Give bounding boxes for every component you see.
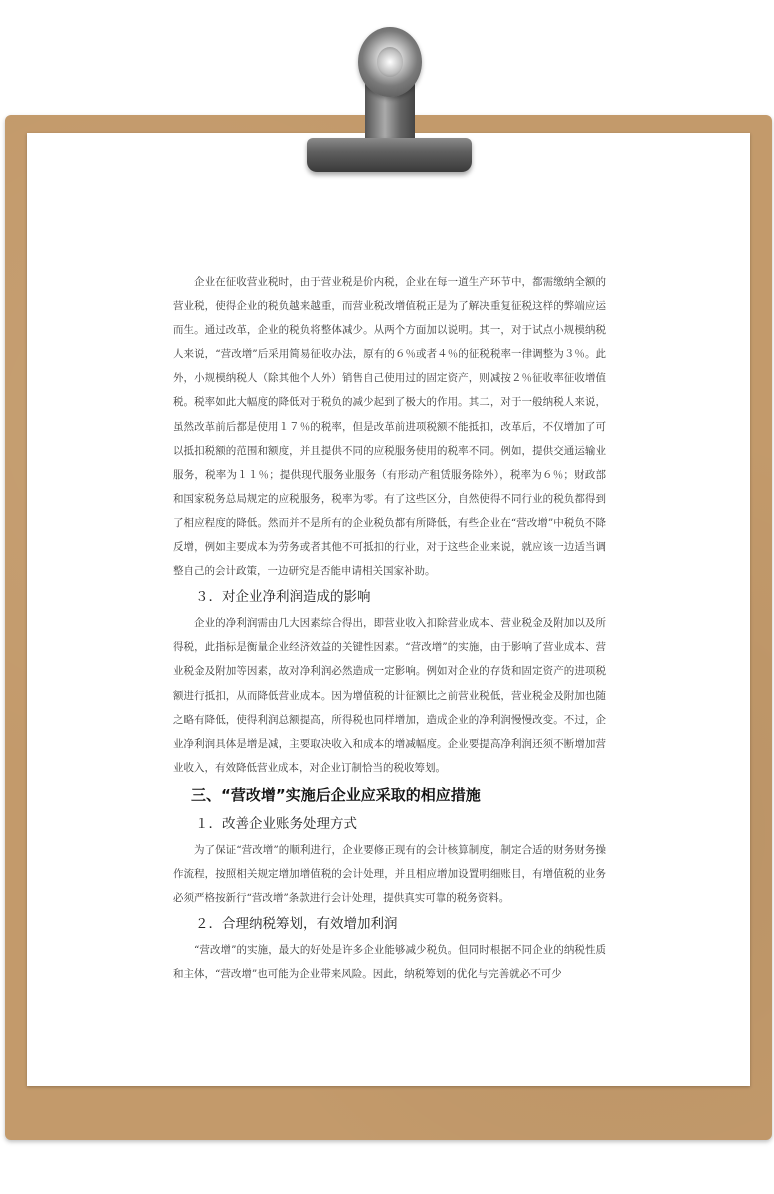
subheading-net-profit: ３．对企业净利润造成的影响 [195,589,371,606]
paragraph-tax-burden: 企业在征收营业税时，由于营业税是价内税，企业在每一道生产环节中，都需缴纳全额的营业税，使得企业的税负越来越重，而营业税改增值税正是为了解决重复征税这样的弊端应运而生。通过改革，企业的税负将整体减少。从两个方面加以说明。其一，对于试点小规模纳税人来说，“营改增”后采用简易征收办法，原有的６％或者４％的征税税率一律调整为３％。此外，小规模纳税人（除其他个人外）销售自己使用过的固定资产，则减按２％征收率征收增值税。税率如此大幅度的降低对于税负的减少起到了极大的作用。其二，对于一般纳税人来说，虽然改革前后都是使用１７％的税率，但是改革前进项税额不能抵扣，改革后，不仅增加了可以抵扣税额的范围和额度，并且提供不同的应税服务使用的税率不同。例如，提供交通运输业服务，税率为１１％；提供现代服务业服务（有形动产租赁服务除外），税率为６％；财政部和国家税务总局规定的应税服务，税率为零。有了这些区分，自然使得不同行业的税负都得到了相应程度的降低。然而并不是所有的企业税负都有所降低，有些企业在“营改增”中税负不降反增，例如主要成本为劳务或者其他不可抵扣的行业，对于这些企业来说，就应该一边适当调整自己的会计政策，一边研究是否能申请相关国家补助。 [173,276,606,578]
paragraph-accounting: 为了保证“营改增”的顺利进行，企业要修正现有的会计核算制度，制定合适的财务财务操作流程，按照相关规定增加增值税的会计处理，并且相应增加设置明细账目，有增值税的业务必须严格按新行“营改增”条款进行会计处理，提供真实可靠的税务资料。 [173,843,606,905]
binder-clip-base [307,138,472,172]
binder-clip-hole [377,47,403,77]
paragraph-tax-planning: “营改增”的实施，最大的好处是许多企业能够减少税负。但同时根据不同企业的纳税性质和主体，“营改增”也可能为企业带来风险。因此，纳税筹划的优化与完善就必不可少 [173,944,606,981]
paragraph-net-profit: 企业的净利润需由几大因素综合得出，即营业收入扣除营业成本、营业税金及附加以及所得税，此指标是衡量企业经济效益的关键性因素。“营改增”的实施，由于影响了营业成本、营业税金及附加等因素，故对净利润必然造成一定影响。例如对企业的存货和固定资产的进项税额进行抵扣，从而降低营业成本。因为增值税的计征额比之前营业税低，营业税金及附加也随之略有降低，使得利润总额提高，所得税也同样增加，造成企业的净利润慢慢改变。不过，企业净利润具体是增是减，主要取决收入和成本的增减幅度。企业要提高净利润还须不断增加营业收入，有效降低营业成本，对企业订制恰当的税收筹划。 [173,617,606,774]
subheading-accounting: １．改善企业账务处理方式 [195,815,357,832]
subheading-tax-planning: ２．合理纳税筹划，有效增加利润 [195,916,398,933]
document-body [173,270,606,986]
section-heading-measures: 三、“营改增”实施后企业应采取的相应措施 [191,785,481,804]
